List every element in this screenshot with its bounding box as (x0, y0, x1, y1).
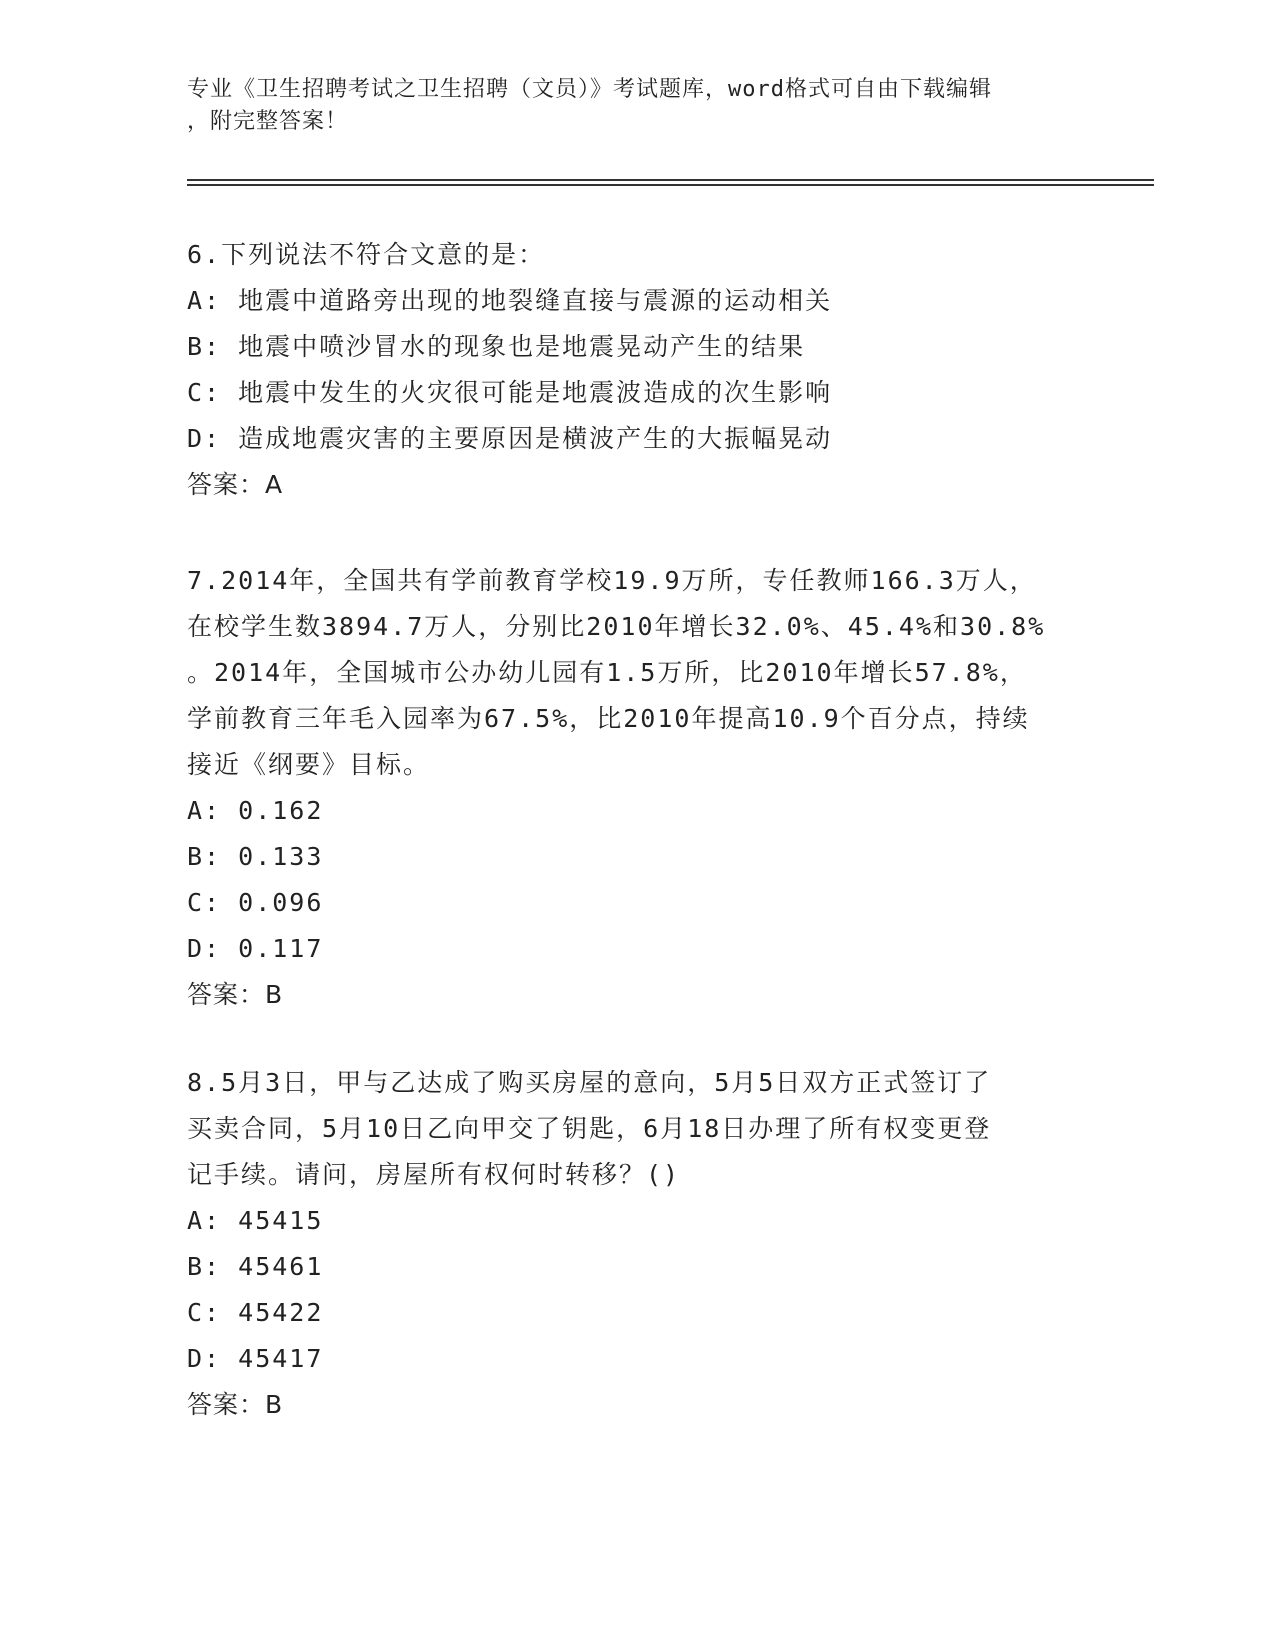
question-stem-line: 学前教育三年毛入园率为67.5%，比2010年提高10.9个百分点，持续 (187, 704, 1030, 733)
option-b: B: 0.133 (187, 842, 324, 871)
option-c: C: 0.096 (187, 888, 324, 917)
header-line-1: 专业《卫生招聘考试之卫生招聘（文员）》考试题库，word格式可自由下载编辑 (187, 77, 992, 102)
question-stem-line: 8.5月3日，甲与乙达成了购买房屋的意向，5月5日双方正式签订了 (187, 1068, 992, 1097)
answer-label: 答案：A (187, 470, 284, 499)
header-divider-top (187, 179, 1154, 181)
option-d: D: 45417 (187, 1344, 324, 1373)
option-c: C: 45422 (187, 1298, 324, 1327)
question-6 (187, 232, 1087, 508)
question-stem-line: 记手续。请问，房屋所有权何时转移？() (187, 1160, 681, 1189)
option-d: D: 造成地震灾害的主要原因是横波产生的大振幅晃动 (187, 424, 833, 453)
question-8 (187, 1060, 1087, 1428)
option-b: B: 45461 (187, 1252, 324, 1281)
answer-label: 答案：B (187, 980, 284, 1009)
document-header (187, 74, 1067, 138)
question-7 (187, 558, 1087, 1018)
option-a: A: 地震中道路旁出现的地裂缝直接与震源的运动相关 (187, 286, 833, 315)
question-stem-line: 在校学生数3894.7万人，分别比2010年增长32.0%、45.4%和30.8% (187, 612, 1046, 641)
option-a: A: 0.162 (187, 796, 324, 825)
option-d: D: 0.117 (187, 934, 324, 963)
option-c: C: 地震中发生的火灾很可能是地震波造成的次生影响 (187, 378, 833, 407)
question-stem-line: 6.下列说法不符合文意的是： (187, 240, 546, 269)
question-stem-line: 7.2014年，全国共有学前教育学校19.9万所，专任教师166.3万人， (187, 566, 1037, 595)
option-a: A: 45415 (187, 1206, 324, 1235)
question-stem-line: 。2014年，全国城市公办幼儿园有1.5万所，比2010年增长57.8%， (187, 658, 1027, 687)
option-b: B: 地震中喷沙冒水的现象也是地震晃动产生的结果 (187, 332, 806, 361)
question-stem-line: 买卖合同，5月10日乙向甲交了钥匙，6月18日办理了所有权变更登 (187, 1114, 992, 1143)
header-line-2: ，附完整答案！ (187, 109, 349, 134)
header-divider-bottom (187, 184, 1154, 186)
answer-label: 答案：B (187, 1390, 284, 1419)
question-stem-line: 接近《纲要》目标。 (187, 750, 431, 779)
